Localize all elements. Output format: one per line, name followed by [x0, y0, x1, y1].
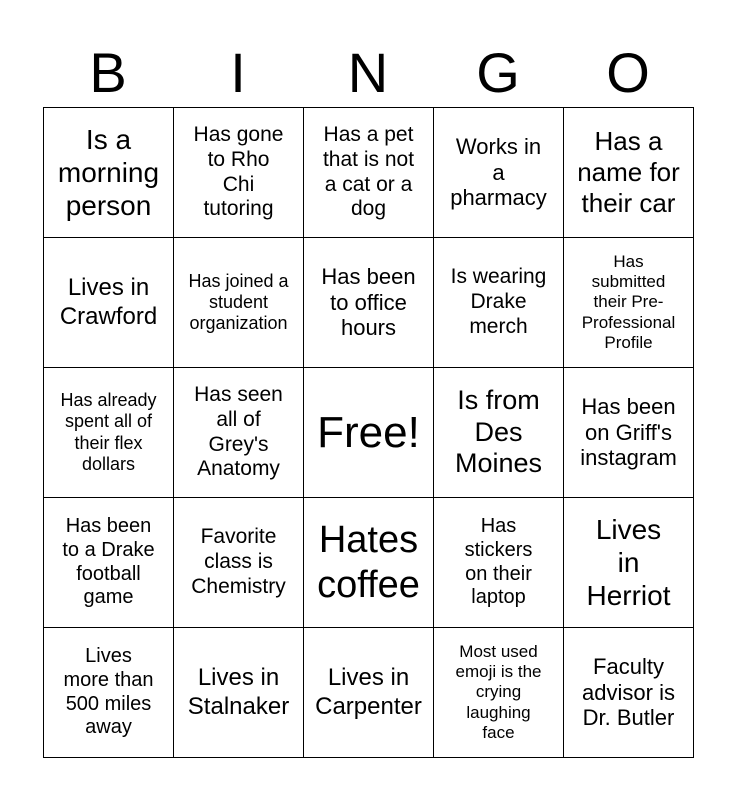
bingo-cell[interactable]: Is from Des Moines	[434, 368, 564, 498]
bingo-cell[interactable]: Has stickers on their laptop	[434, 498, 564, 628]
bingo-cell[interactable]: Hates coffee	[304, 498, 434, 628]
board-row	[44, 498, 694, 628]
bingo-cell[interactable]: Most used emoji is the crying laughing face	[434, 628, 564, 758]
bingo-cell[interactable]: Has been to office hours	[304, 238, 434, 368]
bingo-cell[interactable]: Has a name for their car	[564, 108, 694, 238]
bingo-cell[interactable]: Faculty advisor is Dr. Butler	[564, 628, 694, 758]
board-row	[44, 628, 694, 758]
board-row	[44, 238, 694, 368]
bingo-cell[interactable]: Lives in Carpenter	[304, 628, 434, 758]
bingo-cell[interactable]: Has been to a Drake football game	[44, 498, 174, 628]
free-space[interactable]: Free!	[304, 368, 434, 498]
board-row	[44, 108, 694, 238]
bingo-cell[interactable]: Works in a pharmacy	[434, 108, 564, 238]
bingo-cell[interactable]: Lives more than 500 miles away	[44, 628, 174, 758]
bingo-cell[interactable]: Lives in Herriot	[564, 498, 694, 628]
bingo-cell[interactable]: Is wearing Drake merch	[434, 238, 564, 368]
bingo-cell[interactable]: Favorite class is Chemistry	[174, 498, 304, 628]
header-letter-o: O	[606, 41, 650, 104]
bingo-cell[interactable]: Has been on Griff's instagram	[564, 368, 694, 498]
bingo-cell[interactable]: Has a pet that is not a cat or a dog	[304, 108, 434, 238]
bingo-cell[interactable]: Has already spent all of their flex dollars	[44, 368, 174, 498]
header-letter-b: B	[89, 41, 127, 104]
bingo-cell[interactable]: Has submitted their Pre- Professional Profile	[564, 238, 694, 368]
bingo-cell[interactable]: Has gone to Rho Chi tutoring	[174, 108, 304, 238]
bingo-cell[interactable]: Has seen all of Grey's Anatomy	[174, 368, 304, 498]
bingo-header	[43, 40, 693, 106]
header-letter-n: N	[347, 41, 389, 104]
bingo-cell[interactable]: Lives in Stalnaker	[174, 628, 304, 758]
board-row	[44, 368, 694, 498]
header-letter-g: G	[476, 41, 520, 104]
header-letter-i: I	[230, 41, 246, 104]
bingo-cell[interactable]: Lives in Crawford	[44, 238, 174, 368]
bingo-cell[interactable]: Is a morning person	[44, 108, 174, 238]
bingo-board	[43, 107, 694, 758]
bingo-cell[interactable]: Has joined a student organization	[174, 238, 304, 368]
